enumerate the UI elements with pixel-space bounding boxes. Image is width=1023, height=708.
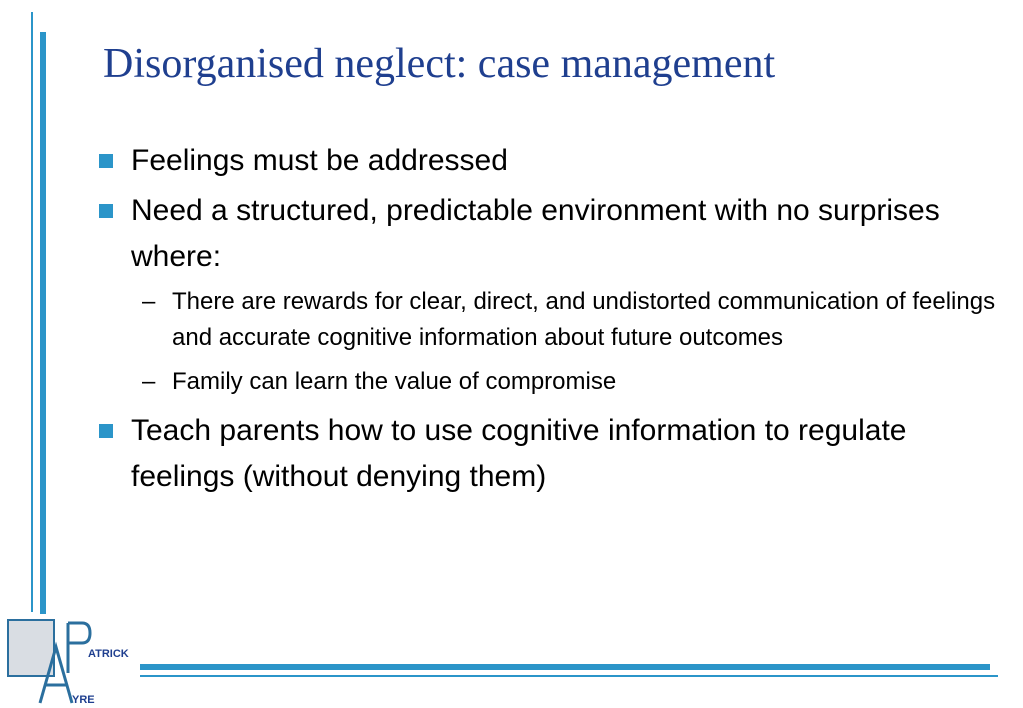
bullet-text: Need a structured, predictable environment with no surprises where: <box>131 194 940 273</box>
patrick-ayre-logo <box>6 617 136 707</box>
logo-line-1: ATRICK <box>88 648 129 660</box>
left-thick-rule <box>40 32 46 614</box>
square-bullet-icon <box>99 204 113 218</box>
bullet-text: Teach parents how to use cognitive information to regulate feelings (without denying them) <box>131 414 907 493</box>
bottom-thin-rule <box>140 675 998 677</box>
bullet-item <box>96 188 996 280</box>
bullet-item <box>96 138 996 184</box>
slide-body <box>96 138 996 504</box>
bottom-thick-rule <box>140 664 990 670</box>
logo-p-icon <box>68 623 90 673</box>
logo-box <box>8 620 54 676</box>
dash-bullet-icon: – <box>142 368 156 395</box>
bullet-text: Feelings must be addressed <box>131 144 508 177</box>
sub-bullet-text: Family can learn the value of compromise <box>172 368 617 395</box>
sub-bullet-item <box>96 284 996 356</box>
square-bullet-icon <box>99 424 113 438</box>
sub-bullet-item <box>96 364 996 400</box>
logo-line-2: YRE <box>72 694 95 706</box>
left-thin-rule <box>31 12 33 612</box>
dash-bullet-icon: – <box>142 288 156 315</box>
bullet-item <box>96 408 996 500</box>
slide-title: Disorganised neglect: case management <box>103 41 776 87</box>
sub-bullet-text: There are rewards for clear, direct, and undistorted communication of feelings and accurate cognitive information about future outcomes <box>172 288 996 351</box>
square-bullet-icon <box>99 154 113 168</box>
